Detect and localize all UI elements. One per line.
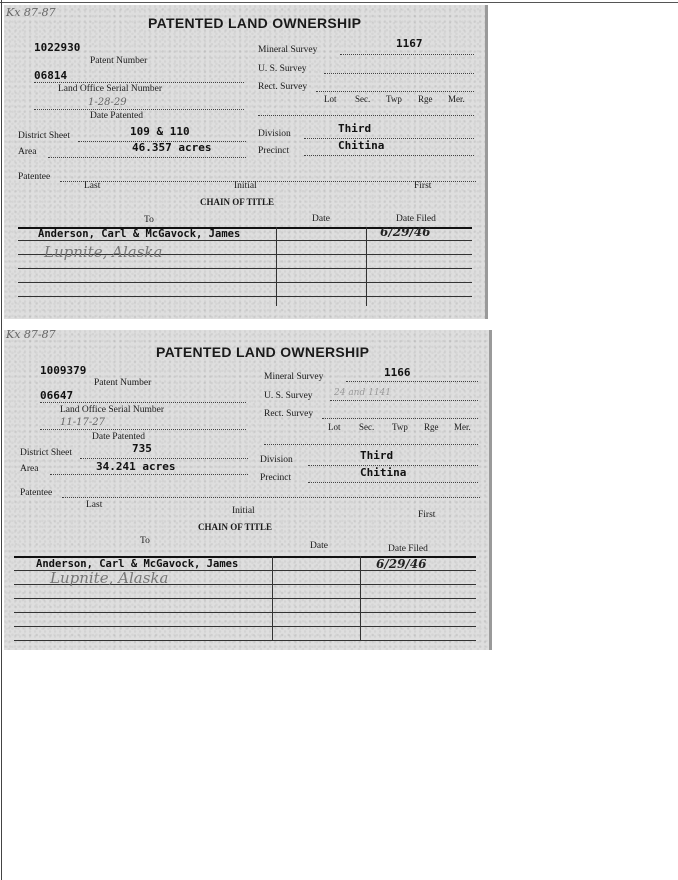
serial-value: 06814	[34, 69, 68, 82]
precinct-label: Precinct	[260, 473, 292, 483]
mineral-survey-line	[346, 381, 478, 382]
chain-row-line	[14, 626, 476, 627]
rect-col-rge: Rge	[418, 94, 433, 104]
col-to-header: To	[144, 215, 154, 225]
district-sheet-value: 735	[132, 442, 152, 455]
chain-col-divider	[360, 556, 361, 640]
chain-of-title-heading: CHAIN OF TITLE	[200, 197, 275, 207]
corner-note: Kx 87-87	[6, 330, 56, 341]
rect-col-mer: Mer.	[454, 422, 471, 432]
date-patented-label: Date Patented	[90, 111, 144, 121]
division-line	[304, 138, 474, 139]
chain-row-line	[18, 296, 472, 297]
district-sheet-line	[80, 458, 248, 459]
district-sheet-label: District Sheet	[18, 131, 70, 141]
chain-row-line	[18, 282, 472, 283]
us-survey-line	[330, 400, 478, 401]
card-title: PATENTED LAND OWNERSHIP	[156, 344, 370, 360]
division-value: Third	[338, 122, 372, 135]
mineral-survey-label: Mineral Survey	[258, 45, 318, 55]
chain-entry-note: Lupnite, Alaska	[50, 569, 169, 587]
date-patented-label: Date Patented	[92, 432, 146, 442]
rect-col-rge: Rge	[424, 422, 439, 432]
division-value: Third	[360, 449, 394, 462]
chain-entry-note: Lupnite, Alaska	[44, 243, 163, 261]
rect-survey-line	[316, 91, 474, 92]
rect-col-lot: Lot	[328, 422, 341, 432]
chain-entry-date-filed: 6/29/46	[380, 225, 431, 239]
us-survey-label: U. S. Survey	[258, 64, 307, 74]
patent-number-label: Patent Number	[94, 378, 152, 388]
serial-value: 06647	[40, 389, 74, 402]
patentee-last-label: Last	[84, 181, 101, 191]
col-date-header: Date	[310, 541, 328, 551]
chain-entry-to: Anderson, Carl & McGavock, James	[36, 558, 239, 570]
patentee-last-label: Last	[86, 500, 103, 510]
area-value: 34.241 acres	[96, 460, 176, 473]
area-value: 46.357 acres	[132, 141, 212, 154]
col-date-header: Date	[312, 214, 330, 224]
patent-number-value: 1009379	[40, 364, 87, 377]
chain-col-divider	[276, 227, 277, 306]
chain-row-line	[14, 612, 476, 613]
corner-note: Kx 87-87	[6, 6, 56, 19]
patentee-line	[62, 497, 480, 498]
chain-col-divider	[366, 227, 367, 306]
col-date-filed-header: Date Filed	[388, 544, 428, 554]
rect-col-sec: Sec.	[359, 422, 375, 432]
patentee-label: Patentee	[18, 172, 51, 182]
rect-col-lot: Lot	[324, 94, 337, 104]
precinct-line	[304, 155, 474, 156]
mineral-survey-value: 1166	[384, 366, 411, 379]
chain-row-line	[14, 598, 476, 599]
mineral-survey-label: Mineral Survey	[264, 372, 324, 382]
patentee-first-label: First	[414, 181, 432, 191]
page-left-edge	[1, 0, 2, 880]
serial-line	[34, 82, 244, 83]
serial-label: Land Office Serial Number	[58, 84, 163, 94]
patent-number-value: 1022930	[34, 41, 81, 54]
area-label: Area	[20, 464, 39, 474]
chain-col-divider	[272, 556, 273, 640]
chain-row-line	[18, 240, 472, 241]
land-card-2	[4, 330, 492, 650]
patentee-initial-label: Initial	[232, 506, 255, 516]
patentee-initial-label: Initial	[234, 181, 257, 191]
area-line	[50, 474, 248, 475]
card-title: PATENTED LAND OWNERSHIP	[148, 15, 362, 31]
land-card-1	[4, 5, 488, 319]
serial-line	[40, 402, 246, 403]
rect-survey-line	[322, 418, 478, 419]
rect-col-mer: Mer.	[448, 94, 465, 104]
rect-survey-label: Rect. Survey	[258, 82, 308, 92]
division-label: Division	[258, 129, 291, 139]
chain-of-title-heading: CHAIN OF TITLE	[198, 522, 273, 532]
chain-entry-date-filed: 6/29/46	[376, 557, 427, 571]
us-survey-value: 24 and 1141	[334, 388, 392, 398]
rect-col-sec: Sec.	[355, 94, 371, 104]
page-top-edge	[0, 2, 678, 3]
precinct-value: Chitina	[338, 139, 385, 152]
rect-survey-values-line	[258, 115, 474, 116]
chain-entry-to: Anderson, Carl & McGavock, James	[38, 228, 241, 240]
chain-row-line	[14, 640, 476, 641]
rect-col-twp: Twp	[392, 422, 408, 432]
mineral-survey-line	[340, 54, 474, 55]
us-survey-line	[324, 73, 474, 74]
chain-row-line	[18, 268, 472, 269]
precinct-label: Precinct	[258, 146, 290, 156]
patent-number-label: Patent Number	[90, 56, 148, 66]
area-line	[48, 157, 246, 158]
mineral-survey-value: 1167	[396, 37, 423, 50]
patentee-label: Patentee	[20, 488, 53, 498]
patentee-first-label: First	[418, 510, 436, 520]
rect-survey-label: Rect. Survey	[264, 409, 314, 419]
district-sheet-value: 109 & 110	[130, 125, 190, 138]
district-sheet-label: District Sheet	[20, 448, 72, 458]
precinct-value: Chitina	[360, 466, 407, 479]
rect-col-twp: Twp	[386, 94, 402, 104]
col-date-filed-header: Date Filed	[396, 214, 436, 224]
precinct-line	[308, 482, 478, 483]
serial-label: Land Office Serial Number	[60, 405, 165, 415]
date-line	[40, 429, 246, 430]
date-patented-value: 11-17-27	[60, 417, 105, 428]
division-label: Division	[260, 455, 293, 465]
date-line	[34, 109, 244, 110]
rect-survey-values-line	[264, 444, 478, 445]
col-to-header: To	[140, 536, 150, 546]
us-survey-label: U. S. Survey	[264, 391, 313, 401]
area-label: Area	[18, 147, 37, 157]
date-patented-value: 1-28-29	[88, 97, 127, 108]
